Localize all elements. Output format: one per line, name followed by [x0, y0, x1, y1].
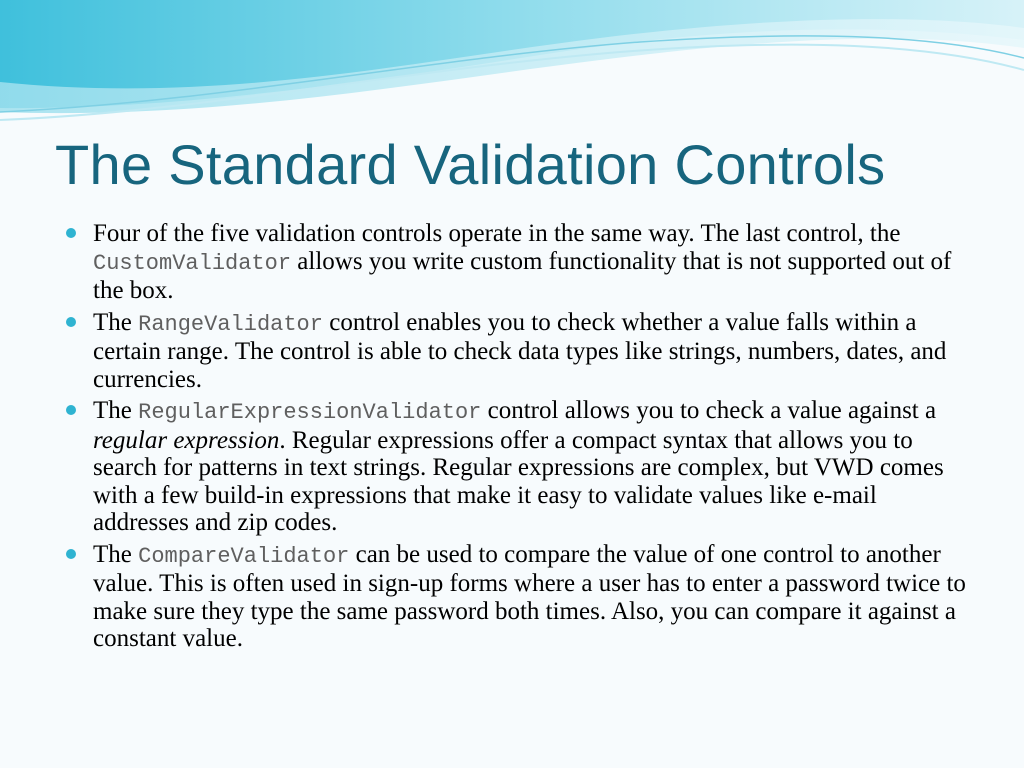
- bullet-dot-icon: [66, 549, 76, 559]
- bullet-item: [66, 541, 976, 653]
- bullet-item: [66, 309, 976, 394]
- header-wave-decoration: [0, 0, 1024, 140]
- bullet-item: [66, 397, 976, 537]
- bullet-text: can be used to compare the value of one control to another value. This is often used in sign-up forms where a user has to enter a password twice to make sure they type the same password both times. Also, you can compare it against a constant value.: [93, 540, 966, 652]
- bullet-text: allows you write custom functionality that is not supported out of the box.: [93, 247, 952, 304]
- bullet-text: control allows you to check a value against a: [481, 397, 937, 424]
- emphasis-text: regular expression: [93, 426, 280, 454]
- bullet-text: The: [93, 308, 139, 336]
- bullet-item: [66, 220, 976, 305]
- bullet-text: Four of the five validation controls operate in the same way. The last control, the: [93, 220, 901, 247]
- bullet-text: . Regular expressions offer a compact syntax that allows you to search for patterns in text strings. Regular expressions are complex, but VWD comes with a few build-in expressions that make it easy to validate values like e-mail addresses and zip codes.: [93, 426, 944, 536]
- bullet-list: [66, 220, 976, 657]
- bullet-dot-icon: [66, 405, 76, 415]
- bullet-text: The: [93, 540, 139, 568]
- bullet-dot-icon: [66, 317, 76, 327]
- code-term: RangeValidator: [138, 311, 323, 337]
- code-term: RegularExpressionValidator: [138, 400, 482, 425]
- bullet-text: control enables you to check whether a value falls within a certain range. The control is able to check data types like strings, numbers, dates, and currencies.: [93, 308, 947, 393]
- bullet-text: The: [93, 397, 139, 424]
- slide-title: The Standard Validation Controls: [55, 133, 886, 196]
- bullet-dot-icon: [66, 228, 76, 238]
- code-term: CustomValidator: [93, 250, 292, 276]
- code-term: CompareValidator: [138, 543, 350, 569]
